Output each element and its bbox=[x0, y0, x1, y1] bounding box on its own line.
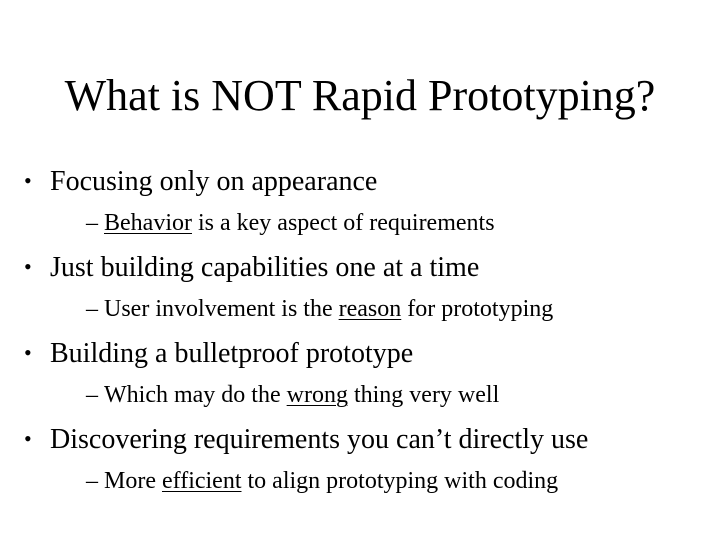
sub-bullet-item bbox=[86, 466, 558, 496]
bullet-item bbox=[24, 422, 588, 457]
underlined-keyword: reason bbox=[338, 296, 402, 322]
dash-icon: – bbox=[86, 382, 98, 408]
sub-bullet-item bbox=[86, 294, 553, 324]
bullet-text: Focusing only on appearance bbox=[50, 166, 378, 197]
bullet-icon: • bbox=[24, 168, 32, 193]
sub-bullet-text-after: thing very well bbox=[347, 382, 500, 408]
bullet-text: Just building capabilities one at a time bbox=[50, 252, 480, 283]
bullet-item bbox=[24, 250, 479, 285]
underlined-keyword: wrong bbox=[286, 382, 348, 408]
bullet-text: Building a bulletproof prototype bbox=[50, 338, 414, 369]
sub-bullet-text-after: for prototyping bbox=[401, 296, 554, 322]
bullet-text: Discovering requirements you can’t directly use bbox=[50, 424, 589, 455]
sub-bullet-item bbox=[86, 208, 495, 238]
underlined-keyword: efficient bbox=[161, 468, 242, 494]
underlined-keyword: Behavior bbox=[104, 210, 192, 236]
bullet-item bbox=[24, 336, 413, 371]
bullet-icon: • bbox=[24, 340, 32, 365]
sub-bullet-item bbox=[86, 380, 499, 410]
bullet-icon: • bbox=[24, 426, 32, 451]
sub-bullet-text-before: Which may do the bbox=[104, 382, 287, 408]
dash-icon: – bbox=[86, 468, 98, 494]
sub-bullet-text-after: is a key aspect of requirements bbox=[191, 210, 495, 236]
dash-icon: – bbox=[86, 296, 98, 322]
sub-bullet-text-before: User involvement is the bbox=[104, 296, 339, 322]
sub-bullet-text-before: More bbox=[104, 468, 162, 494]
bullet-icon: • bbox=[24, 254, 32, 279]
sub-bullet-text-after: to align prototyping with coding bbox=[241, 468, 559, 494]
slide-title: What is NOT Rapid Prototyping? bbox=[64, 71, 656, 120]
bullet-item bbox=[24, 164, 377, 199]
dash-icon: – bbox=[86, 210, 98, 236]
